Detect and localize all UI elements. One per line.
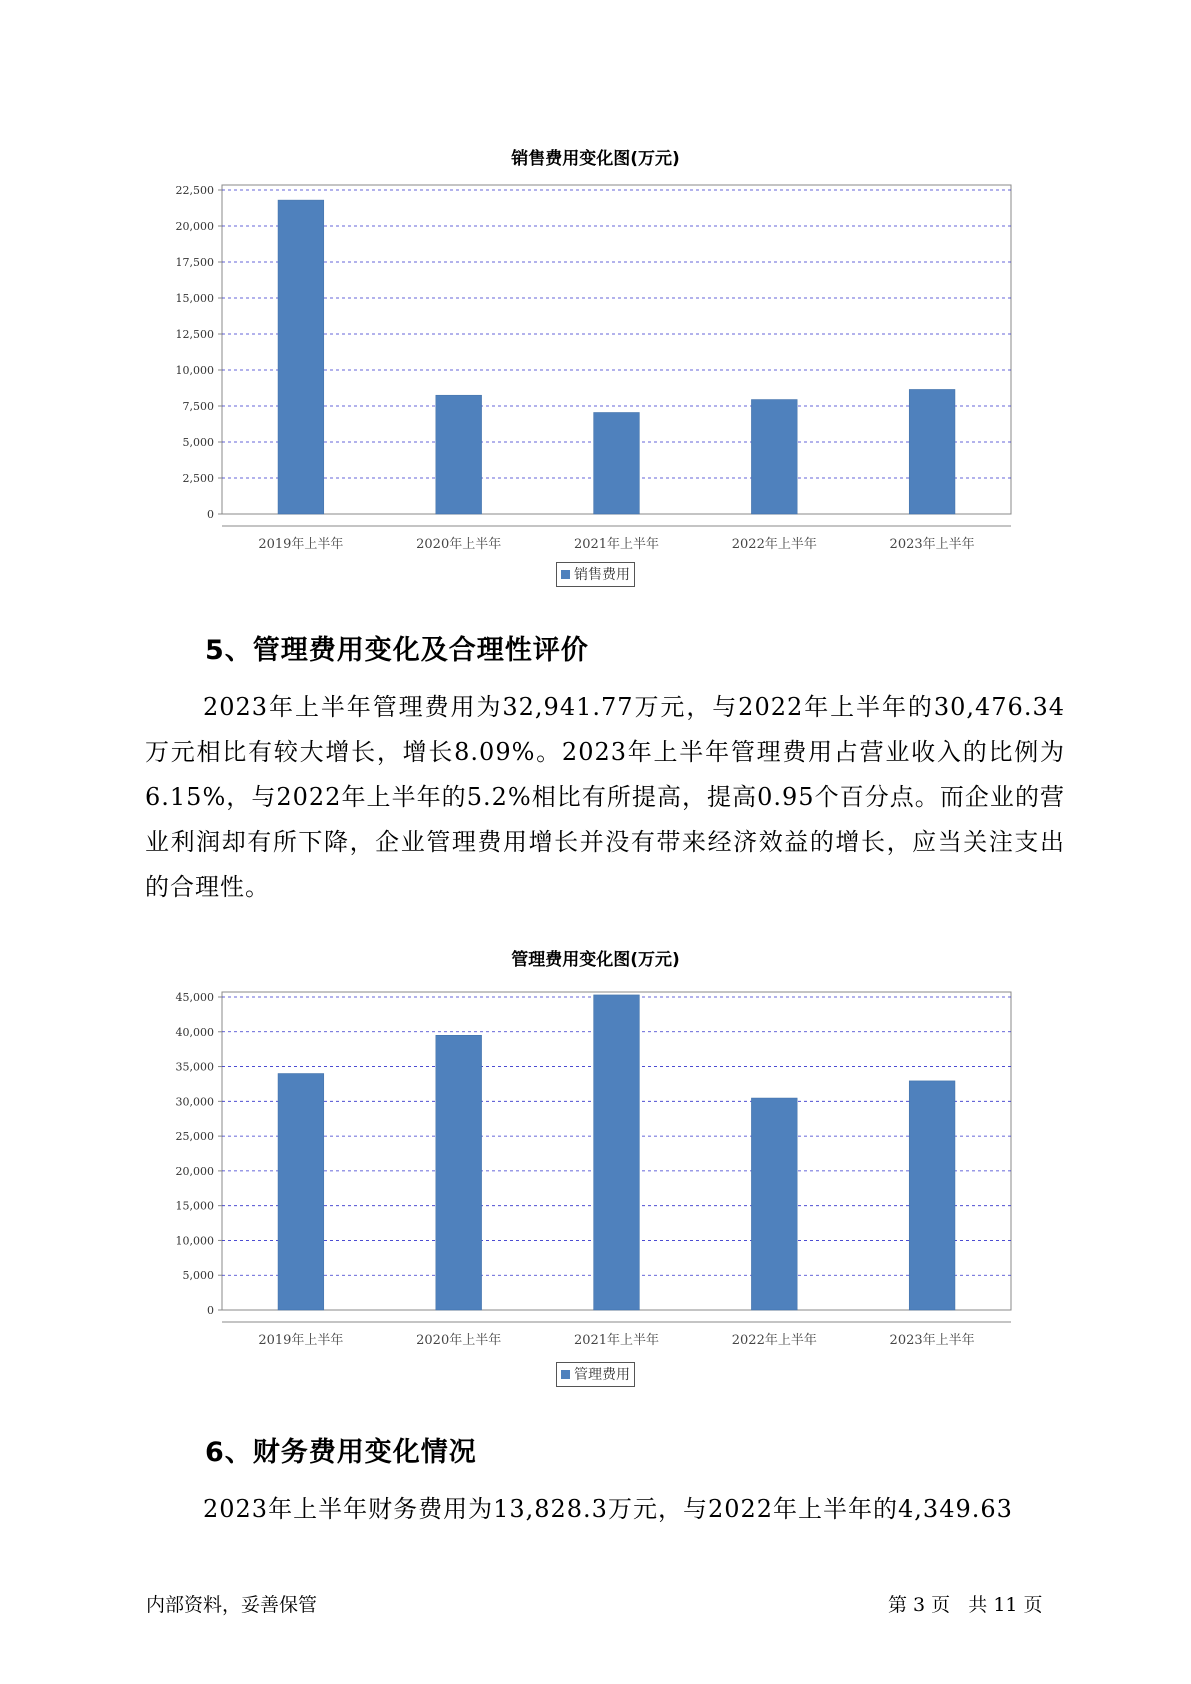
section-5-heading: 5、管理费用变化及合理性评价	[205, 635, 589, 666]
y-tick-label: 5,000	[182, 436, 214, 449]
bar	[909, 1081, 955, 1310]
y-tick-label: 0	[207, 508, 214, 521]
y-tick-label: 30,000	[175, 1095, 214, 1109]
x-tick-label: 2020年上半年	[416, 537, 502, 552]
x-tick-label: 2019年上半年	[258, 1333, 344, 1348]
bar	[436, 1035, 482, 1310]
y-tick-label: 20,000	[175, 1164, 214, 1178]
x-tick-label: 2020年上半年	[416, 1333, 502, 1348]
x-tick-label: 2023年上半年	[889, 1333, 975, 1348]
bar	[594, 995, 640, 1310]
y-tick-label: 15,000	[175, 1199, 214, 1213]
x-tick-label: 2022年上半年	[731, 537, 817, 552]
legend-label: 管理费用	[574, 1367, 630, 1383]
legend-swatch	[561, 1370, 570, 1379]
bar	[278, 1074, 324, 1310]
y-tick-label: 10,000	[175, 1234, 214, 1248]
y-tick-label: 2,500	[182, 472, 214, 485]
footer-confidential-note: 内部资料，妥善保管	[146, 1594, 318, 1616]
bar	[751, 1098, 797, 1310]
y-tick-label: 0	[207, 1304, 214, 1317]
y-tick-label: 45,000	[175, 991, 214, 1004]
section-6-heading: 6、财务费用变化情况	[205, 1437, 477, 1468]
y-tick-label: 40,000	[175, 1025, 214, 1039]
y-tick-label: 12,500	[175, 328, 214, 341]
x-tick-label: 2021年上半年	[573, 537, 660, 552]
y-tick-label: 5,000	[182, 1269, 214, 1283]
y-tick-label: 10,000	[175, 364, 214, 377]
admin-expense-chart-title: 管理费用变化图(万元)	[511, 950, 680, 970]
y-tick-label: 17,500	[175, 256, 214, 269]
section-5-paragraph: 2023年上半年管理费用为32,941.77万元，与2022年上半年的30,476.34万元相比有较大增长，增长8.09%。2023年上半年管理费用占营业收入的比例为6.15%，与2022年上半年的5.2%相比有所提高，提高0.95个百分点。而企业的营业利润却有所下降，企业管理费用增长并没有带来经济效益的增长，应当关注支出的合理性。	[145, 693, 1065, 901]
footer-page-number: 第 3 页 共 11 页	[888, 1594, 1043, 1616]
y-tick-label: 25,000	[175, 1130, 214, 1144]
x-tick-label: 2023年上半年	[889, 537, 975, 552]
x-tick-label: 2021年上半年	[573, 1333, 660, 1348]
sales-expense-chart-title: 销售费用变化图(万元)	[511, 149, 680, 169]
admin-expense-legend	[556, 1362, 635, 1387]
legend-label: 销售费用	[574, 567, 630, 583]
y-tick-label: 7,500	[182, 400, 214, 413]
x-tick-label: 2022年上半年	[731, 1333, 817, 1348]
section-6-paragraph: 2023年上半年财务费用为13,828.3万元，与2022年上半年的4,349.63	[203, 1495, 1013, 1523]
x-tick-label: 2019年上半年	[258, 537, 344, 552]
y-tick-label: 22,500	[175, 184, 214, 197]
y-tick-label: 15,000	[175, 292, 214, 305]
y-tick-label: 35,000	[175, 1060, 214, 1074]
y-tick-label: 20,000	[175, 220, 214, 233]
